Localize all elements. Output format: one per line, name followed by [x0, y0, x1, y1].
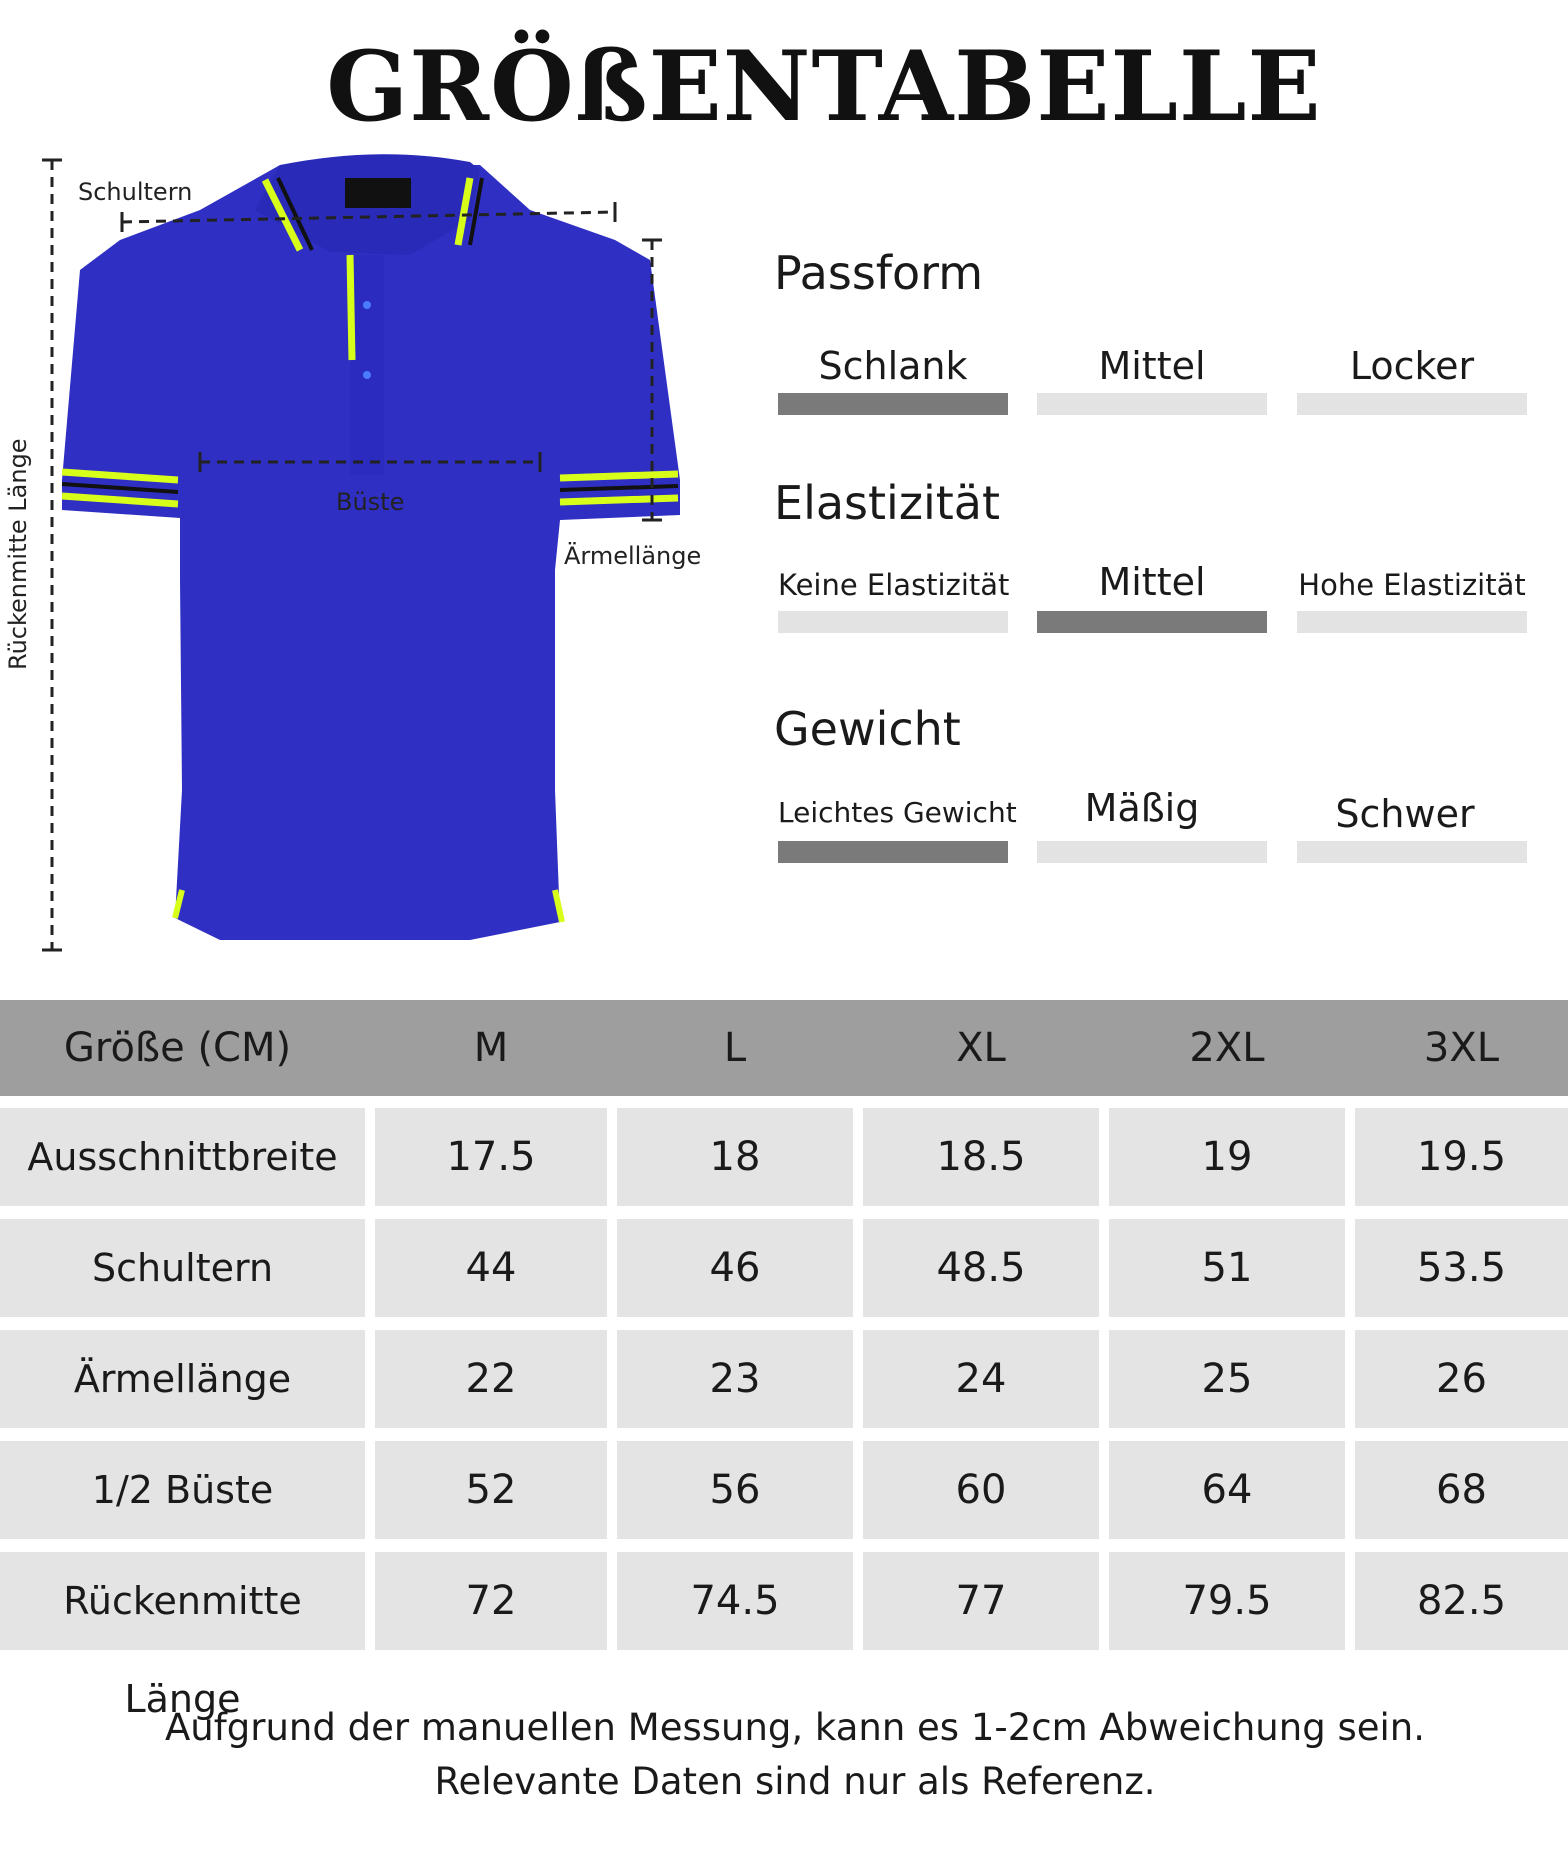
- elasticity-option-none: Keine Elastizität: [778, 568, 1010, 602]
- back-length-label: Rückenmitte Länge: [4, 438, 32, 670]
- fit-bar-loose: [1297, 393, 1527, 415]
- table-cell-l: 74.5: [617, 1552, 853, 1650]
- weight-option-heavy: Schwer: [1335, 792, 1475, 836]
- shoulders-label: Schultern: [78, 178, 193, 206]
- shirt-brand-label: [345, 178, 411, 208]
- table-cell-l: 46: [617, 1219, 853, 1317]
- table-cell-xl: 18.5: [863, 1108, 1099, 1206]
- table-cell-xl: 24: [863, 1330, 1099, 1428]
- table-cell-m: 52: [375, 1441, 607, 1539]
- weight-bar-heavy: [1297, 841, 1527, 863]
- table-cell-xl: 48.5: [863, 1219, 1099, 1317]
- elasticity-title: Elastizität: [774, 476, 1001, 530]
- table-cell-2xl: 79.5: [1109, 1552, 1345, 1650]
- shirt-placket: [350, 255, 384, 475]
- table-cell-3xl: 68: [1355, 1441, 1568, 1539]
- elasticity-bar-medium: [1037, 611, 1267, 633]
- shirt-illustration: [0, 150, 740, 970]
- table-cell-m: 22: [375, 1330, 607, 1428]
- table-cell-m: 17.5: [375, 1108, 607, 1206]
- table-row-label: Rückenmitte Länge: [0, 1552, 365, 1650]
- note-line-2: Relevante Daten sind nur als Referenz.: [434, 1760, 1156, 1803]
- table-header-xl: XL: [956, 1025, 1006, 1071]
- weight-title: Gewicht: [774, 702, 961, 756]
- table-header-size: Größe (CM): [63, 1025, 292, 1071]
- table-cell-3xl: 26: [1355, 1330, 1568, 1428]
- table-row-label: Ausschnittbreite: [0, 1108, 365, 1206]
- fit-title: Passform: [774, 246, 984, 300]
- elasticity-option-medium: Mittel: [1098, 560, 1206, 604]
- weight-option-moderate: Mäßig: [1084, 786, 1200, 830]
- weight-option-light: Leichtes Gewicht: [778, 796, 1017, 829]
- table-header-m: M: [473, 1025, 509, 1071]
- fit-option-medium: Mittel: [1098, 344, 1206, 388]
- fit-option-loose: Locker: [1349, 344, 1475, 388]
- fit-bar-slim: [778, 393, 1008, 415]
- table-cell-xl: 60: [863, 1441, 1099, 1539]
- table-header-l: L: [723, 1025, 747, 1071]
- table-cell-l: 56: [617, 1441, 853, 1539]
- table-cell-m: 72: [375, 1552, 607, 1650]
- weight-bar-moderate: [1037, 841, 1267, 863]
- sleeve-label: Ärmellänge: [564, 542, 702, 570]
- elasticity-bar-high: [1297, 611, 1527, 633]
- fit-option-slim: Schlank: [818, 344, 968, 388]
- table-row-label: Schultern: [0, 1219, 365, 1317]
- elasticity-option-high: Hohe Elastizität: [1298, 568, 1526, 602]
- table-cell-3xl: 82.5: [1355, 1552, 1568, 1650]
- table-cell-2xl: 25: [1109, 1330, 1345, 1428]
- table-cell-3xl: 19.5: [1355, 1108, 1568, 1206]
- note-line-1: Aufgrund der manuellen Messung, kann es 1-2cm Abweichung sein.: [165, 1706, 1425, 1749]
- table-header-3xl: 3XL: [1423, 1025, 1500, 1071]
- fit-bar-medium: [1037, 393, 1267, 415]
- page-title: GRÖßENTABELLE: [326, 30, 1322, 143]
- table-cell-l: 23: [617, 1330, 853, 1428]
- table-cell-3xl: 53.5: [1355, 1219, 1568, 1317]
- table-row-label: 1/2 Büste: [0, 1441, 365, 1539]
- table-cell-2xl: 51: [1109, 1219, 1345, 1317]
- table-cell-l: 18: [617, 1108, 853, 1206]
- weight-bar-light: [778, 841, 1008, 863]
- table-row-label: Ärmellänge: [0, 1330, 365, 1428]
- elasticity-bar-none: [778, 611, 1008, 633]
- table-cell-m: 44: [375, 1219, 607, 1317]
- table-cell-xl: 77: [863, 1552, 1099, 1650]
- table-header-2xl: 2XL: [1189, 1025, 1265, 1071]
- table-cell-2xl: 19: [1109, 1108, 1345, 1206]
- chest-label: Büste: [336, 488, 405, 516]
- table-cell-2xl: 64: [1109, 1441, 1345, 1539]
